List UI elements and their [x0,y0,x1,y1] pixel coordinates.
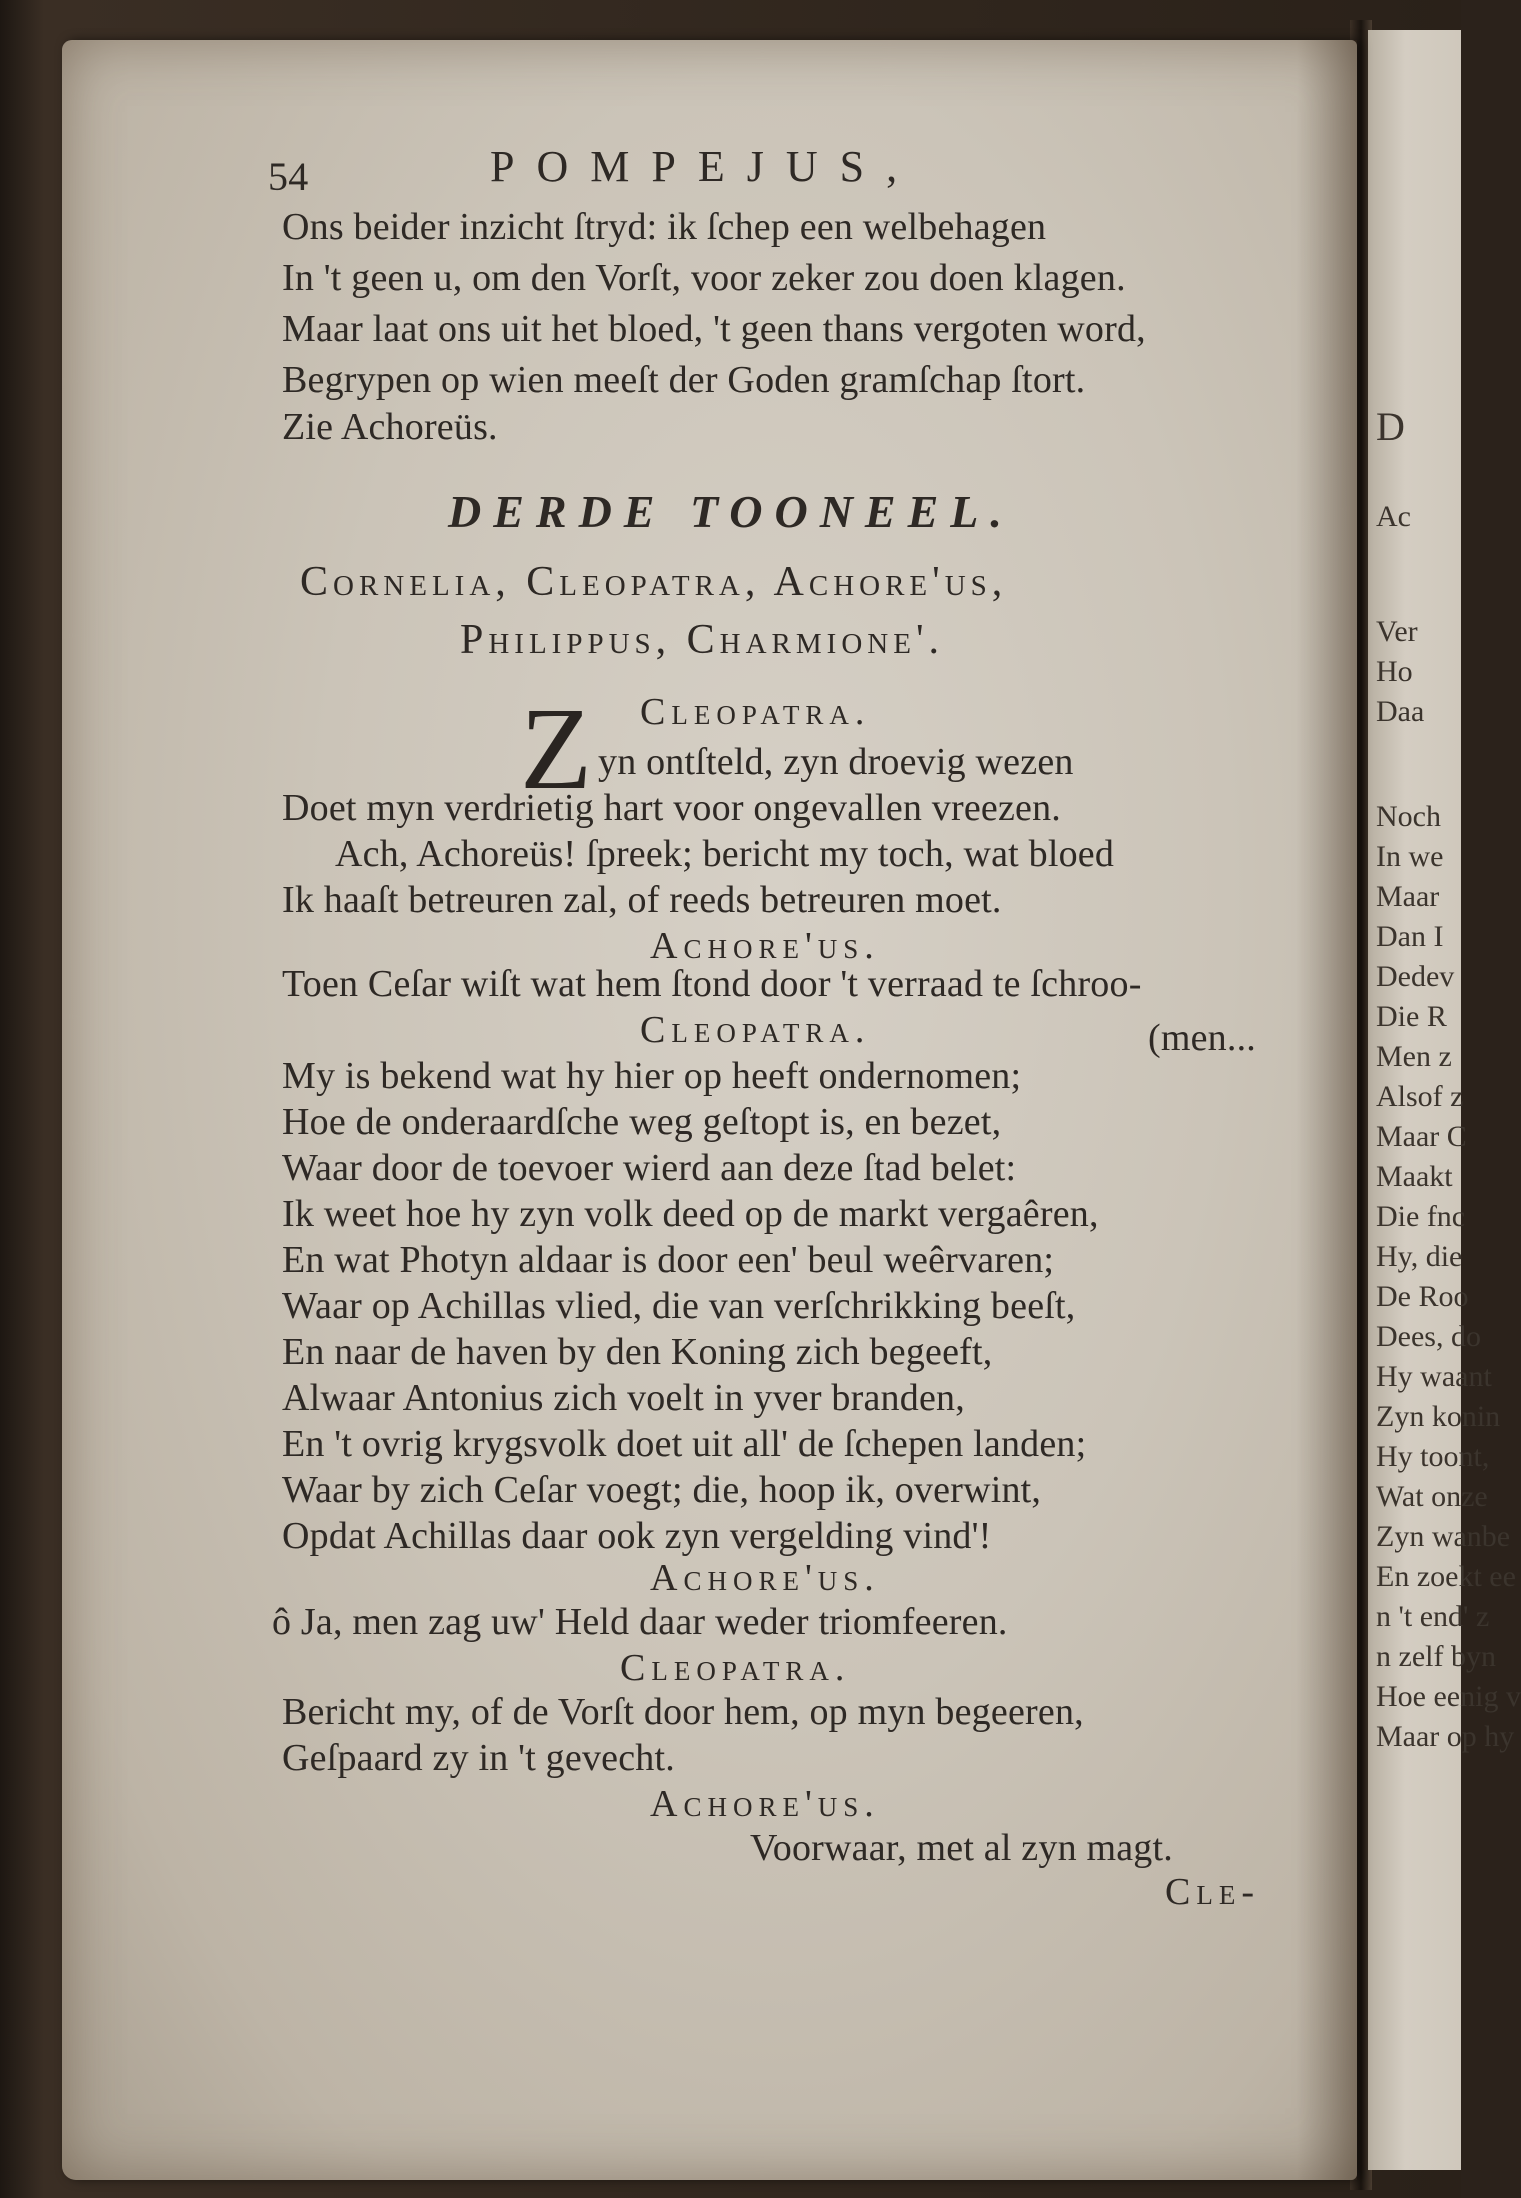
verse-line: Toen Ceſar wiſt wat hem ſtond door 't verraad te ſchroo- [282,963,1142,1005]
verse-line: Ik haaſt betreuren zal, of reeds betreuren moet. [282,879,1002,921]
facing-page-fragment: Hy waant [1376,1360,1492,1393]
running-title: POMPEJUS, [490,142,920,191]
cast-list-line: Cornelia, Cleopatra, Achore'us, [300,559,1008,605]
facing-page-fragment: Daa [1376,695,1425,728]
facing-page-fragment: Hy, die [1376,1240,1463,1273]
facing-page-fragment: Alsof z [1376,1080,1464,1113]
verse-line: In 't geen u, om den Vorſt, voor zeker zou doen klagen. [282,257,1126,299]
facing-page-fragment: Zyn konin [1376,1400,1501,1433]
speaker-name: Cleopatra. [620,1647,851,1689]
facing-page-fragment: Men z [1376,1040,1452,1073]
facing-page [1368,30,1521,2170]
facing-page-fragment: Maar C [1376,1120,1467,1153]
page-number: 54 [268,154,309,199]
verse-line: En naar de haven by den Koning zich begeeft, [282,1331,993,1373]
speaker-name: Achore'us. [650,1557,880,1599]
verse-line: My is bekend wat hy hier op heeft ondernomen; [282,1055,1022,1097]
facing-page-fragment: In we [1376,840,1444,873]
facing-page-fragment: Maar [1376,880,1440,913]
drop-cap: Z [520,683,593,814]
scene-title: DERDE TOONEEL. [448,486,1014,537]
facing-page-fragment: Zyn wanbe [1376,1520,1511,1553]
verse-line: Geſpaard zy in 't gevecht. [282,1737,675,1779]
catchword: Cle- [1165,1871,1260,1913]
facing-page-fragment: Ho [1376,655,1413,688]
facing-page-fragment: Ac [1376,500,1411,533]
verse-line: Doet myn verdrietig hart voor ongevallen vreezen. [282,787,1062,829]
facing-page-fragment: Dan I [1376,920,1444,953]
facing-page-fragment: Die fnc [1376,1200,1466,1233]
verse-line: Waar by zich Ceſar voegt; die, hoop ik, overwint, [282,1469,1042,1511]
facing-page-fragment: De Roo [1376,1280,1469,1313]
facing-page-fragment: Noch [1376,800,1441,833]
verse-line: ô Ja, men zag uw' Held daar weder triomfeeren. [272,1601,1008,1643]
facing-page-fragment: Maakt [1376,1160,1453,1193]
speaker-name: Cleopatra. [640,1009,871,1051]
facing-page-fragment: Hoe eenig v [1376,1680,1521,1713]
verse-line: Maar laat ons uit het bloed, 't geen thans vergoten word, [282,308,1146,350]
speaker-name: Achore'us. [650,1783,880,1825]
verse-line: Voorwaar, met al zyn magt. [750,1827,1173,1869]
verse-line: Hoe de onderaardſche weg geſtopt is, en bezet, [282,1101,1002,1143]
verse-line: Waar op Achillas vlied, die van verſchrikking beeſt, [282,1285,1076,1327]
verse-line: Ik weet hoe hy zyn volk deed op de markt vergaêren, [282,1193,1099,1235]
speaker-name: Achore'us. [650,925,880,967]
facing-page-fragment: Wat onze [1376,1480,1488,1513]
facing-page-fragment: n 't end' z [1376,1600,1490,1633]
verse-line: yn ontſteld, zyn droevig wezen [598,741,1074,783]
verse-line: En 't ovrig krygsvolk doet uit all' de ſchepen landen; [282,1423,1087,1465]
verse-line: Ons beider inzicht ſtryd: ik ſchep een welbehagen [282,206,1047,248]
facing-page-fragment: D [1376,404,1405,449]
verse-line: Begrypen op wien meeſt der Goden gramſchap ſtort. [282,359,1086,401]
facing-page-fragment: En zoekt ee [1376,1560,1516,1593]
facing-page-fragment: Dees, do [1376,1320,1481,1353]
facing-page-fragment: Die R [1376,1000,1447,1033]
stage-direction: Zie Achoreüs. [282,406,498,448]
verse-line: Ach, Achoreüs! ſpreek; bericht my toch, wat bloed [335,833,1115,875]
facing-page-fragment: Ver [1376,615,1418,648]
facing-page-fragment: Maar op hy [1376,1720,1515,1753]
verse-line: Bericht my, of de Vorſt door hem, op myn begeeren, [282,1691,1084,1733]
verse-line: En wat Photyn aldaar is door een' beul weêrvaren; [282,1239,1055,1281]
facing-page-fragment: Hy toont, [1376,1440,1490,1473]
cast-list-line: Philippus, Charmione'. [460,617,945,663]
facing-page-fragment: n zelf byn [1376,1640,1496,1673]
verse-line: Waar door de toevoer wierd aan deze ſtad belet: [282,1147,1017,1189]
verse-continuation: (men... [1148,1017,1256,1059]
verse-line: Alwaar Antonius zich voelt in yver branden, [282,1377,965,1419]
speaker-name: Cleopatra. [640,691,871,733]
verse-line: Opdat Achillas daar ook zyn vergelding vind'! [282,1515,992,1557]
facing-page-fragment: Dedev [1376,960,1455,993]
